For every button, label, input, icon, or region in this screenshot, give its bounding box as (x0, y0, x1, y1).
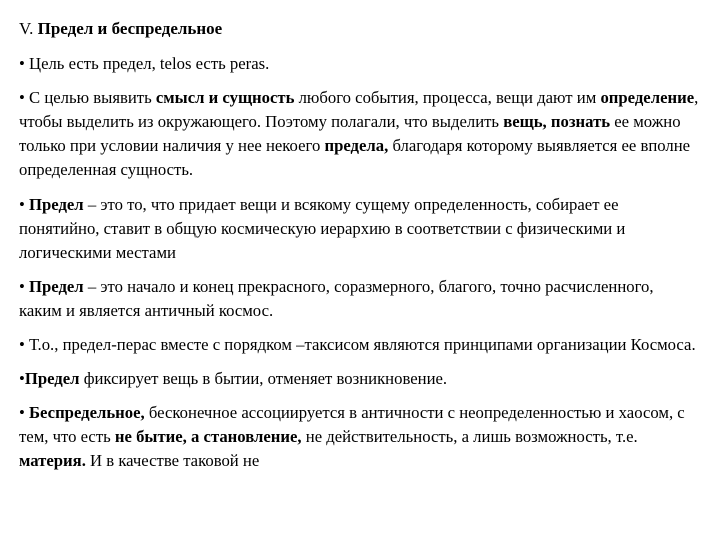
slide-title (19, 17, 700, 41)
paragraph-2 (19, 86, 700, 182)
paragraph-7 (19, 401, 700, 473)
p2-seg-0: • С целью выявить (19, 88, 156, 107)
p5-seg-0: • Т.о., предел-перас вместе с порядком –таксисом являются принципами организации Космоса. (19, 335, 696, 354)
p3-seg-1: Предел (29, 195, 84, 214)
p3-seg-2: – это то, что придает вещи и всякому сущему определенность, собирает ее понятийно, ставит в общую космическую иерархию в соответствии с физическими и логическими местами (19, 195, 626, 262)
paragraph-3 (19, 193, 700, 265)
p7-seg-2: бесконечное ассоциируется в античности с неопределенностью и хаосом, с тем, что есть (19, 403, 685, 446)
p6-seg-2: фиксирует вещь в бытии, отменяет возникновение. (79, 369, 448, 388)
p3-seg-0: • (19, 195, 30, 214)
p1-seg-0: • Цель есть предел, telos есть peras. (19, 54, 270, 73)
p7-seg-1: Беспредельное, (29, 403, 145, 422)
p7-seg-0: • (19, 403, 30, 422)
p2-seg-3: определение (600, 88, 695, 107)
p2-seg-1: смысл и сущность (155, 88, 295, 107)
paragraph-5 (19, 333, 700, 357)
p7-seg-3: не бытие, а становление, (114, 427, 302, 446)
p2-seg-6: ее можно только при условии наличия у нее некоего (19, 112, 681, 155)
p6-seg-0: • (19, 369, 25, 388)
p4-seg-1: Предел (29, 277, 84, 296)
p7-seg-6: И в качестве таковой не (85, 451, 260, 470)
title-text: Предел и беспредельное (37, 19, 223, 38)
p7-seg-4: не действительность, а лишь возможность, т.е. (301, 427, 638, 446)
title-number: V. (19, 19, 38, 38)
p7-seg-5: материя. (19, 451, 86, 470)
p6-seg-1: Предел (24, 369, 80, 388)
p4-seg-0: • (19, 277, 30, 296)
p2-seg-2: любого события, процесса, вещи дают им (294, 88, 601, 107)
p2-seg-7: предела, (324, 136, 389, 155)
p2-seg-5: вещь, познать (503, 112, 611, 131)
paragraph-6 (19, 367, 700, 391)
p2-seg-8: благодаря которому выявляется ее вполне определенная сущность. (19, 136, 691, 179)
paragraph-4 (19, 275, 700, 323)
paragraph-1 (19, 52, 700, 76)
p2-seg-4: , чтобы выделить из окружающего. Поэтому полагали, что выделить (19, 88, 699, 131)
p4-seg-2: – это начало и конец прекрасного, соразмерного, благого, точно расчисленного, каким и является античный космос. (19, 277, 654, 320)
